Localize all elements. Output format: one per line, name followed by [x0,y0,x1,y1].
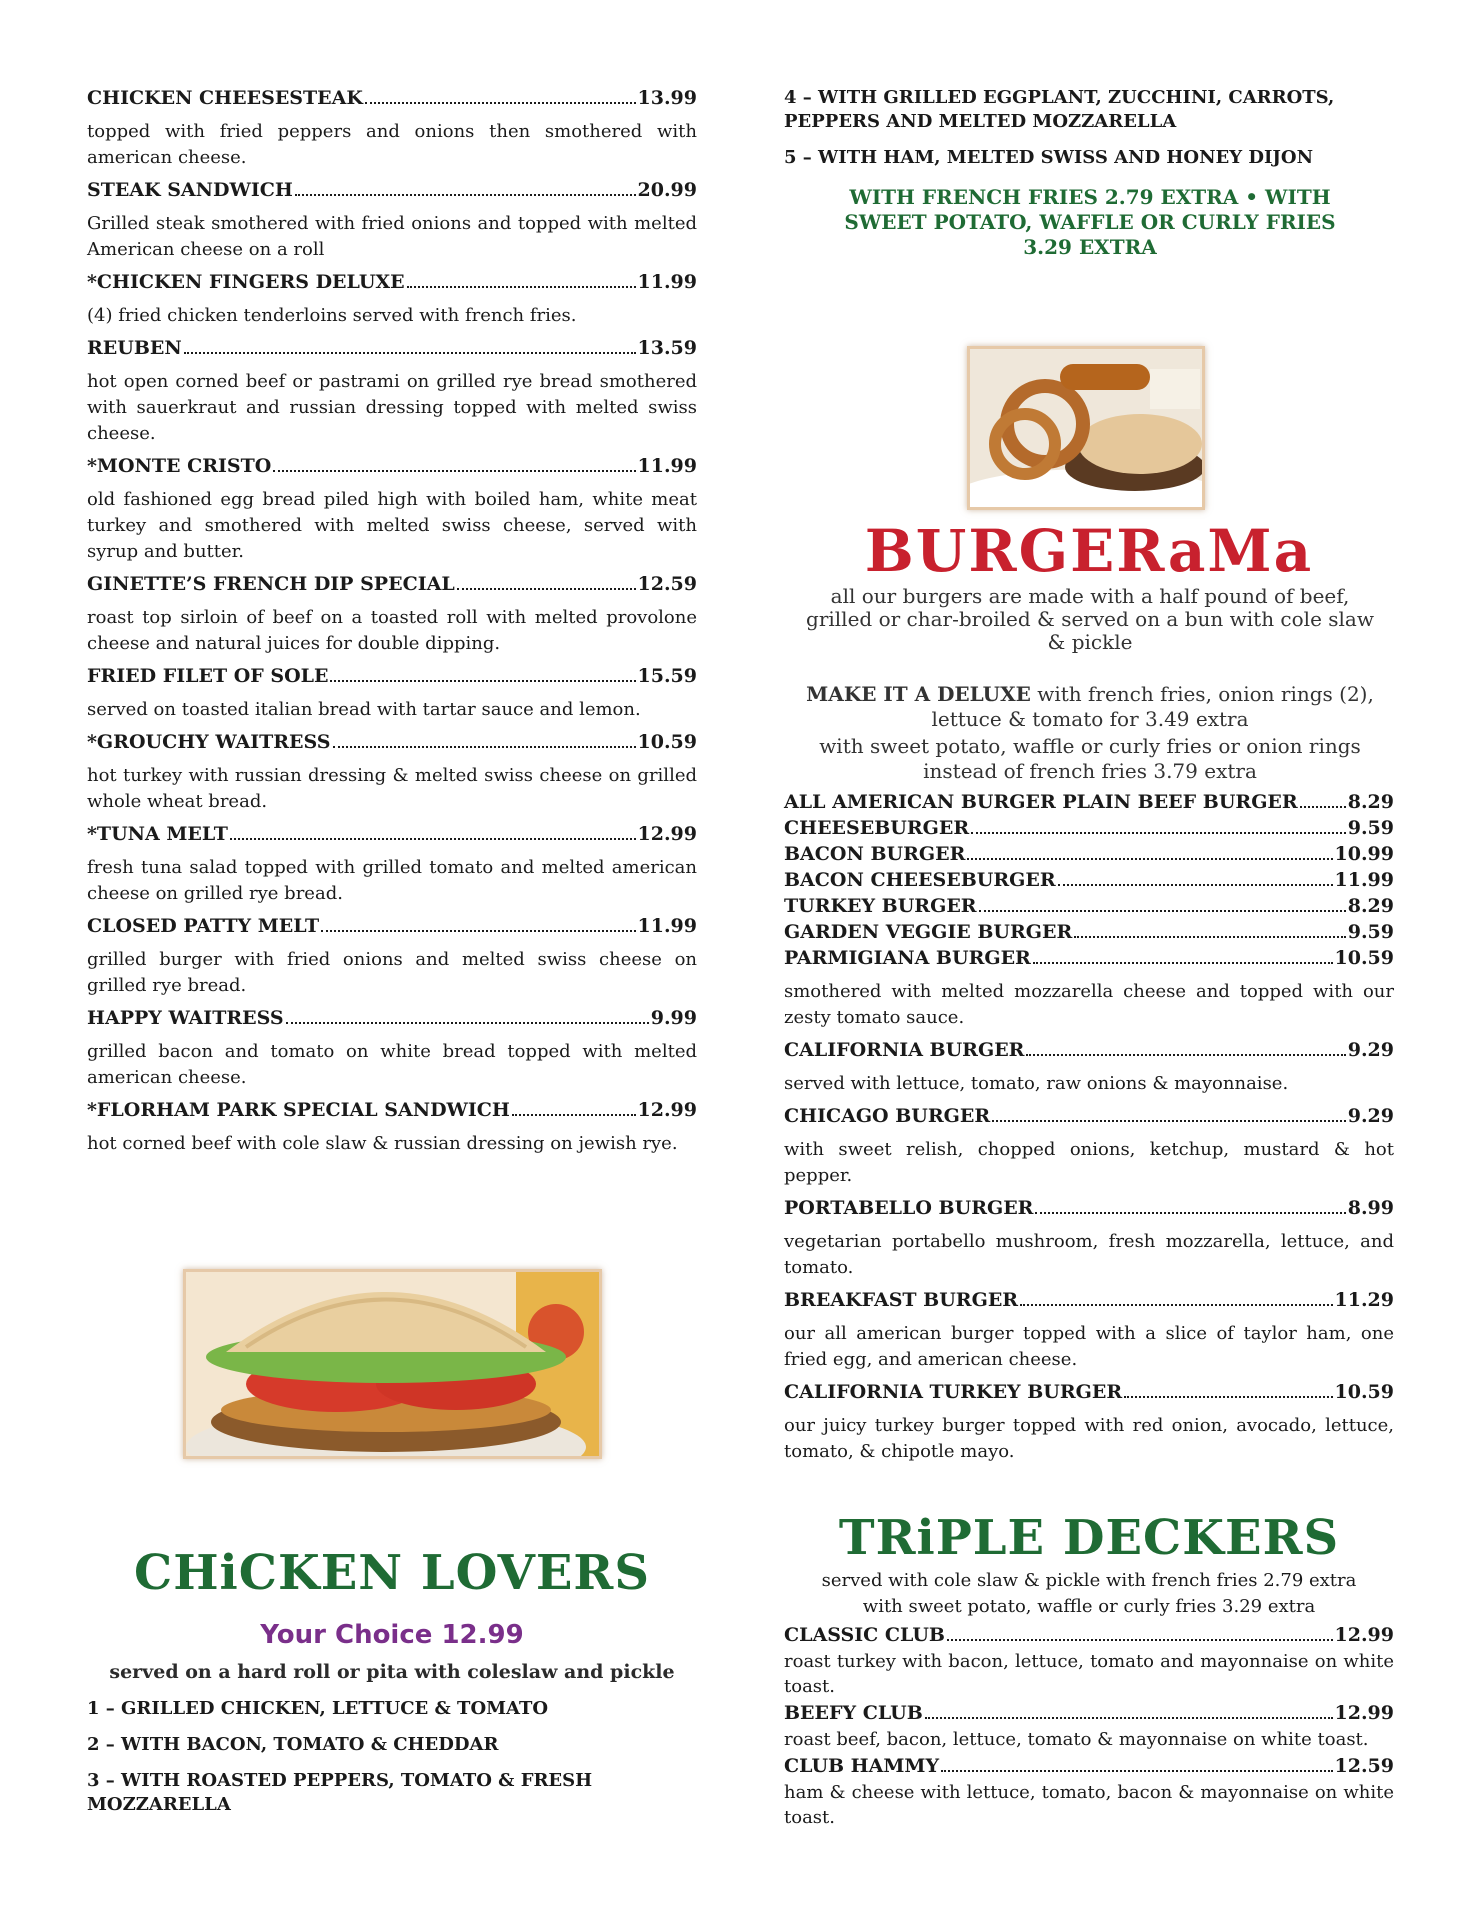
menu-item-row [784,919,1394,945]
menu-item-desc: grilled bacon and tomato on white bread topped with melted american cheese. [87,1041,697,1088]
menu-item-row [87,822,697,846]
menu-item-price: 8.99 [1347,1197,1394,1219]
deluxe-alt-note: with sweet potato, waffle or curly fries or onion rings instead of french fries 3.79 extra [819,734,1361,783]
menu-item-row [87,178,697,202]
triple-deckers-title: TRiPLE DECKERS [838,1510,1340,1566]
menu-item [784,1038,1394,1097]
menu-item-row [87,730,697,754]
dot-leader [1058,884,1333,886]
menu-item-row [784,867,1394,893]
triple-decker-list [784,1623,1394,1832]
menu-item-name: BREAKFAST BURGER [784,1289,1019,1311]
dot-leader [1300,806,1346,808]
dot-leader [230,838,636,840]
burgerama-title [784,517,1394,585]
menu-item [87,730,697,815]
specialty-burger-list [784,1038,1394,1465]
dot-leader [925,1717,1333,1719]
menu-item-row [87,572,697,596]
menu-item-price: 12.99 [637,1099,697,1121]
menu-item-desc: old fashioned egg bread piled high with boiled ham, white meat turkey and smothered with melted swiss cheese, served with syrup and butter. [87,489,697,562]
menu-item-desc: ham & cheese with lettuce, tomato, bacon & mayonnaise on white toast. [784,1782,1394,1828]
menu-item-name: PORTABELLO BURGER [784,1197,1034,1219]
plain-burger-list [784,789,1394,971]
menu-item [87,914,697,999]
menu-item-name: *FLORHAM PARK SPECIAL SANDWICH [87,1099,510,1121]
menu-item [87,270,697,329]
chicken-lovers-served: served on a hard roll or pita with coleslaw and pickle [109,1661,675,1683]
menu-item-name: HAPPY WAITRESS [87,1007,284,1029]
menu-item-desc: roast beef, bacon, lettuce, tomato & mayonnaise on white toast. [784,1729,1369,1750]
dot-leader [333,746,636,748]
menu-item-desc: topped with fried peppers and onions then smothered with american cheese. [87,121,697,168]
triple-deckers-note-2: with sweet potato, waffle or curly fries 3.29 extra [862,1596,1316,1617]
dot-leader [1020,1304,1332,1306]
menu-item-name: CALIFORNIA TURKEY BURGER [784,1381,1123,1403]
menu-item [784,1104,1394,1189]
menu-item-row [87,270,697,294]
menu-item-row [784,945,1394,971]
menu-item-row [87,664,697,688]
dot-leader [330,680,635,682]
menu-item-row [87,914,697,938]
menu-item [87,572,697,657]
dot-leader [365,102,636,104]
menu-item-price: 12.59 [1334,1755,1394,1777]
triple-deckers-note-1: served with cole slaw & pickle with french fries 2.79 extra [821,1570,1357,1591]
menu-item-desc: Grilled steak smothered with fried onions and topped with melted American cheese on a roll [87,213,697,260]
dot-leader [286,1022,649,1024]
menu-item-name: GARDEN VEGGIE BURGER [784,921,1073,943]
menu-item-name: BACON CHEESEBURGER [784,869,1056,891]
deluxe-note [790,682,1390,732]
burger-list [784,789,1394,1472]
dot-leader [512,1114,636,1116]
dot-leader [295,194,636,196]
menu-item-price: 12.59 [637,573,697,595]
dot-leader [979,910,1346,912]
menu-item-name: STEAK SANDWICH [87,179,293,201]
dot-leader [1033,962,1333,964]
menu-item-price: 11.99 [637,915,697,937]
menu-item [87,1006,697,1091]
menu-item-row [784,1380,1394,1404]
dot-leader [1074,936,1345,938]
menu-item-name: CHEESEBURGER [784,817,970,839]
menu-item [784,841,1394,867]
burger-onion-rings-photo [967,346,1205,510]
menu-item-name: CLUB HAMMY [784,1755,940,1777]
menu-item-price: 10.59 [1334,1381,1394,1403]
chicken-sandwich-photo [183,1269,602,1459]
menu-item-desc: (4) fried chicken tenderloins served with french fries. [87,305,577,326]
menu-item-desc: hot turkey with russian dressing & melted swiss cheese on grilled whole wheat bread. [87,765,697,812]
menu-item-desc: roast turkey with bacon, lettuce, tomato and mayonnaise on white toast. [784,1651,1394,1697]
menu-item [784,1288,1394,1373]
menu-item [87,86,697,171]
menu-item-row [784,1754,1394,1778]
menu-item-price: 20.99 [637,179,697,201]
menu-item-row [87,86,697,110]
menu-item-name: *TUNA MELT [87,823,228,845]
menu-item-name: GINETTE’S FRENCH DIP SPECIAL [87,573,455,595]
dot-leader [971,832,1346,834]
menu-item-row [784,1288,1394,1312]
menu-item-price: 8.29 [1347,791,1394,813]
menu-item [87,822,697,907]
menu-item-price: 13.99 [637,87,697,109]
dot-leader [1026,1054,1345,1056]
dot-leader [321,930,635,932]
menu-item-name: CHICAGO BURGER [784,1105,991,1127]
menu-item-row [784,789,1394,815]
menu-item [87,664,697,723]
menu-item-price: 15.59 [637,665,697,687]
menu-item-name: *MONTE CRISTO [87,455,272,477]
menu-item-price: 9.59 [1347,817,1394,839]
menu-item-name: REUBEN [87,337,182,359]
sandwich-list [87,86,697,1157]
burgerama-title-text: BURGERaMa [864,517,1314,585]
menu-item [784,815,1394,841]
menu-item-row [784,1104,1394,1128]
chicken-lovers-price: Your Choice 12.99 [260,1620,524,1650]
menu-item-price: 11.99 [637,455,697,477]
menu-item-row [87,454,697,478]
menu-item-name: CHICKEN CHEESESTEAK [87,87,363,109]
parmigiana-desc: smothered with melted mozzarella cheese and topped with our zesty tomato sauce. [784,981,1394,1028]
menu-item-row [784,1196,1394,1220]
menu-item [87,1098,697,1157]
chicken-lovers-options-right [784,86,1344,182]
fries-note: WITH FRENCH FRIES 2.79 EXTRA • WITH SWEET POTATO, WAFFLE OR CURLY FRIES 3.29 EXTRA [844,185,1336,259]
menu-item [784,919,1394,945]
chicken-option-3: 3 – WITH ROASTED PEPPERS, TOMATO & FRESH MOZZARELLA [87,1770,593,1815]
menu-item-price: 12.99 [1334,1702,1394,1724]
menu-item [784,1380,1394,1465]
menu-item-desc: roast top sirloin of beef on a toasted roll with melted provolone cheese and natural juices for double dipping. [87,607,697,654]
menu-item-desc: hot open corned beef or pastrami on grilled rye bread smothered with sauerkraut and russian dressing topped with melted swiss cheese. [87,371,697,444]
menu-item-price: 11.99 [637,271,697,293]
menu-item-name: *CHICKEN FINGERS DELUXE [87,271,405,293]
dot-leader [184,352,636,354]
menu-item-name: ALL AMERICAN BURGER PLAIN BEEF BURGER [784,791,1298,813]
chicken-option-2: 2 – WITH BACON, TOMATO & CHEDDAR [87,1734,499,1755]
left-column [87,86,697,1164]
menu-item-price: 9.59 [1347,921,1394,943]
deluxe-text: with french fries, onion rings (2), lettuce & tomato for 3.49 extra [931,682,1374,731]
menu-item-row [784,893,1394,919]
menu-item-row [784,1038,1394,1062]
menu-item-desc: served on toasted italian bread with tartar sauce and lemon. [87,699,641,720]
menu-item-row [784,815,1394,841]
menu-item [784,1623,1394,1699]
menu-item-price: 9.29 [1347,1105,1394,1127]
menu-item [784,893,1394,919]
menu-item-desc: grilled burger with fried onions and melted swiss cheese on grilled rye bread. [87,949,697,996]
dot-leader [1035,1212,1345,1214]
menu-item-price: 9.99 [650,1007,697,1029]
menu-item-name: *GROUCHY WAITRESS [87,731,331,753]
menu-item-name: TURKEY BURGER [784,895,977,917]
menu-item-price: 8.29 [1347,895,1394,917]
menu-item-row [784,1623,1394,1647]
menu-item-desc: fresh tuna salad topped with grilled tomato and melted american cheese on grilled rye bread. [87,857,697,904]
menu-item-row [784,1701,1394,1725]
burgerama-intro: all our burgers are made with a half pound of beef, grilled or char-broiled & served on a bun with cole slaw & pickle [806,584,1374,654]
menu-item-price: 13.59 [637,337,697,359]
dot-leader [947,1639,1333,1641]
menu-item [784,789,1394,815]
menu-item [784,1196,1394,1281]
menu-item-name: CLASSIC CLUB [784,1624,945,1646]
menu-item [87,336,697,447]
menu-item-desc: hot corned beef with cole slaw & russian dressing on jewish rye. [87,1133,678,1154]
menu-item [784,1754,1394,1830]
chicken-lovers-options-left [87,1697,607,1829]
dot-leader [457,588,636,590]
menu-item-name: CLOSED PATTY MELT [87,915,320,937]
dot-leader [992,1120,1346,1122]
chicken-lovers-title: CHiCKEN LOVERS [134,1545,650,1601]
menu-item-desc: with sweet relish, chopped onions, ketchup, mustard & hot pepper. [784,1139,1394,1186]
menu-item-name: BEEFY CLUB [784,1702,923,1724]
menu-item-row [784,841,1394,867]
menu-item-price: 12.99 [1334,1624,1394,1646]
chicken-option-4: 4 – WITH GRILLED EGGPLANT, ZUCCHINI, CARROTS, PEPPERS AND MELTED MOZZARELLA [784,87,1335,132]
menu-item-price: 10.59 [637,731,697,753]
deluxe-label: MAKE IT A DELUXE [806,682,1031,706]
menu-item-row [87,336,697,360]
menu-item-price: 9.29 [1347,1039,1394,1061]
menu-item-row [87,1098,697,1122]
menu-item [784,945,1394,971]
dot-leader [941,1770,1332,1772]
menu-item-name: PARMIGIANA BURGER [784,947,1031,969]
menu-item-desc: vegetarian portabello mushroom, fresh mozzarella, lettuce, and tomato. [784,1231,1394,1278]
chicken-option-5: 5 – WITH HAM, MELTED SWISS AND HONEY DIJON [784,147,1314,168]
menu-item [87,178,697,263]
chicken-option-1: 1 – GRILLED CHICKEN, LETTUCE & TOMATO [87,1698,549,1719]
menu-item-name: CALIFORNIA BURGER [784,1039,1025,1061]
dot-leader [967,858,1332,860]
menu-item-price: 10.99 [1334,843,1394,865]
menu-item-desc: served with lettuce, tomato, raw onions & mayonnaise. [784,1073,1289,1094]
dot-leader [407,286,636,288]
menu-item-price: 11.99 [1334,869,1394,891]
menu-item-desc: our juicy turkey burger topped with red onion, avocado, lettuce, tomato, & chipotle mayo. [784,1415,1394,1462]
menu-item-name: FRIED FILET OF SOLE [87,665,329,687]
dot-leader [273,470,635,472]
menu-item-price: 11.29 [1334,1289,1394,1311]
menu-item [784,1701,1394,1752]
menu-item [87,454,697,565]
menu-item [784,867,1394,893]
menu-item-price: 12.99 [637,823,697,845]
menu-item-desc: our all american burger topped with a slice of taylor ham, one fried egg, and american cheese. [784,1323,1394,1370]
menu-item-price: 10.59 [1334,947,1394,969]
menu-item-row [87,1006,697,1030]
dot-leader [1124,1396,1332,1398]
menu-item-name: BACON BURGER [784,843,966,865]
